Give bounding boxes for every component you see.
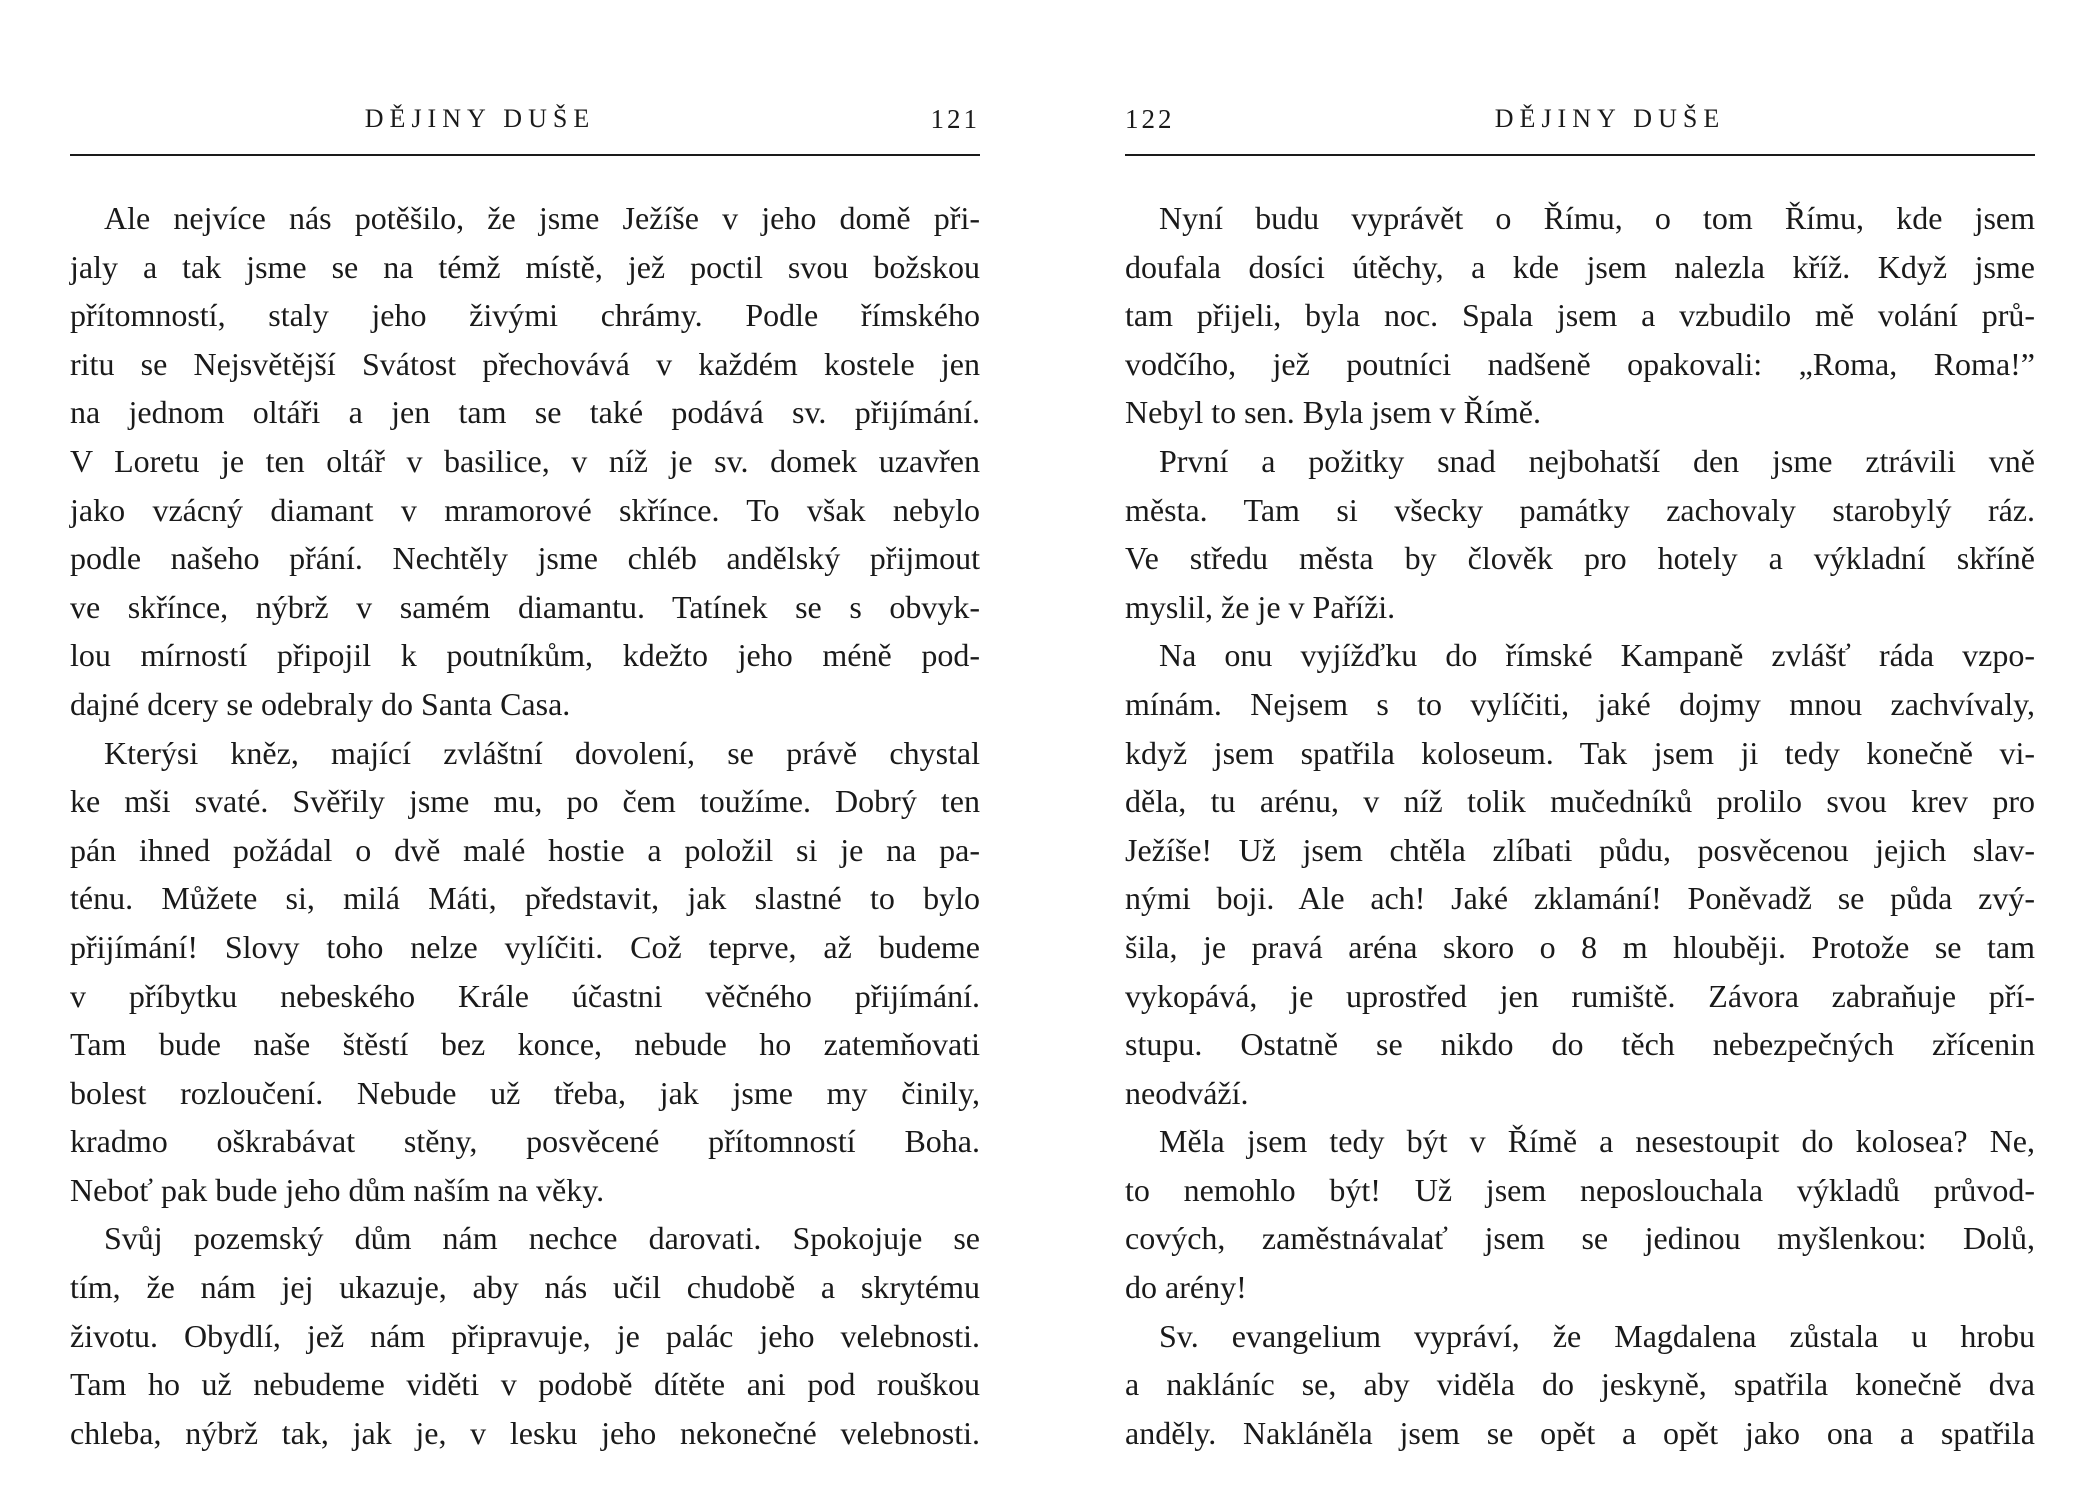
text-line: a nakláníc se, aby viděla do jeskyně, spatřila konečně dva [1125,1366,2035,1403]
text-line: stupu. Ostatně se nikdo do těch nebezpečných zřícenin [1125,1026,2035,1063]
text-line: dajné dcery se odebraly do Santa Casa. [70,685,571,722]
text-line: když jsem spatřila koloseum. Tak jsem ji tedy konečně vi- [1125,734,2035,771]
text-line: ténu. Můžete si, milá Máti, představit, jak slastné to bylo [70,880,980,917]
text-line: vodčího, jež poutníci nadšeně opakovali: „Roma, Roma!” [1125,345,2035,382]
text-line: Nebyl to sen. Byla jsem v Římě. [1125,394,1541,431]
header-rule [70,154,980,156]
header-rule [1125,154,2035,156]
text-line: přítomností, staly jeho živými chrámy. Podle římského [70,297,980,334]
text-line: děla, tu arénu, v níž tolik mučedníků prolilo svou krev pro [1125,783,2035,820]
text-line: do arény! [1125,1269,1247,1306]
text-line: jako vzácný diamant v mramorové skřínce. To však nebylo [70,491,980,528]
text-line: bolest rozloučení. Nebude už třeba, jak jsme my činily, [70,1074,980,1111]
text-line: ke mši svaté. Svěřily jsme mu, po čem toužíme. Dobrý ten [70,783,980,820]
text-line: mínám. Nejsem s to vylíčiti, jaké dojmy mnou zachvívaly, [1125,685,2035,722]
text-line: myslil, že je v Paříži. [1125,588,1396,625]
right-page [1125,0,2035,1500]
text-line: chleba, nýbrž tak, jak je, v lesku jeho nekonečné velebnosti. [70,1414,980,1451]
text-line: lou mírností připojil k poutníkům, kdežto jeho méně pod- [70,637,980,674]
text-line: Svůj pozemský dům nám nechce darovati. Spokojuje se [104,1220,980,1257]
running-title: DĚJINY DUŠE [1494,104,1726,133]
text-line: ve skřínce, nýbrž v samém diamantu. Tatínek se s obvyk- [70,588,980,625]
text-line: neodváží. [1125,1074,1249,1111]
text-line: přijímání! Slovy toho nelze vylíčiti. Což teprve, až budeme [70,928,980,965]
text-line: životu. Obydlí, jež nám připravuje, je palác jeho velebnosti. [70,1317,980,1354]
running-head [1125,104,2035,144]
running-title: DĚJINY DUŠE [364,104,596,133]
text-line: V Loretu je ten oltář v basilice, v níž je sv. domek uzavřen [70,442,980,479]
text-line: v příbytku nebeského Krále účastni věčného přijímání. [70,977,980,1014]
text-line: Neboť pak bude jeho dům naším na věky. [70,1171,605,1208]
text-line: Sv. evangelium vypráví, že Magdalena zůstala u hrobu [1159,1317,2035,1354]
page-number: 121 [930,104,980,134]
text-line: Tam ho už nebudeme viděti v podobě dítěte ani pod rouškou [70,1366,980,1403]
text-line: to nemohlo být! Už jsem neposlouchala výkladů průvod- [1125,1171,2035,1208]
text-line: tam přijeli, byla noc. Spala jsem a vzbudilo mě volání prů- [1125,297,2035,334]
text-line: anděly. Nakláněla jsem se opět a opět jako ona a spatřila [1125,1414,2035,1451]
text-line: Tam bude naše štěstí bez konce, nebude ho zatemňovati [70,1026,980,1063]
text-line: cových, zaměstnávalať jsem se jedinou myšlenkou: Dolů, [1125,1220,2035,1257]
running-head [70,104,980,144]
text-line: jaly a tak jsme se na témž místě, jež poctil svou božskou [70,248,980,285]
text-line: Nyní budu vyprávět o Římu, o tom Římu, kde jsem [1159,200,2035,236]
text-line: Na onu vyjížďku do římské Kampaně zvlášť ráda vzpo- [1159,637,2035,674]
text-line: Měla jsem tedy být v Římě a nesestoupit do kolosea? Ne, [1159,1123,2035,1160]
text-line: Ale nejvíce nás potěšilo, že jsme Ježíše v jeho domě při- [104,200,980,236]
text-line: doufala dosíci útěchy, a kde jsem nalezla kříž. Když jsme [1125,248,2035,285]
text-line: Ve středu města by člověk pro hotely a výkladní skříně [1125,540,2035,577]
text-line: vykopává, je uprostřed jen rumiště. Závora zabraňuje pří- [1125,977,2035,1014]
text-line: tím, že nám jej ukazuje, aby nás učil chudobě a skrytému [70,1269,980,1306]
text-line: První a požitky snad nejbohatší den jsme ztrávili vně [1159,442,2035,479]
text-line: Kterýsi kněz, mající zvláštní dovolení, se právě chystal [104,734,980,771]
text-line: šila, je pravá aréna skoro o 8 m hlouběji. Protože se tam [1125,928,2035,965]
text-line: Ježíše! Už jsem chtěla zlíbati půdu, posvěcenou jejich slav- [1125,831,2035,868]
left-page [70,0,980,1500]
text-line: nými boji. Ale ach! Jaké zklamání! Poněvadž se půda zvý- [1125,880,2035,917]
text-line: ritu se Nejsvětější Svátost přechovává v každém kostele jen [70,345,980,382]
text-line: města. Tam si všecky památky zachovaly starobylý ráz. [1125,491,2035,528]
page-number: 122 [1125,104,1175,134]
body-text [1125,194,2035,1457]
text-line: na jednom oltáři a jen tam se také podává sv. přijímání. [70,394,980,431]
text-line: podle našeho přání. Nechtěly jsme chléb andělský přijmout [70,540,980,577]
text-line: pán ihned požádal o dvě malé hostie a položil si je na pa- [70,831,980,868]
text-line: kradmo oškrabávat stěny, posvěcené přítomností Boha. [70,1123,980,1160]
body-text [70,194,980,1457]
